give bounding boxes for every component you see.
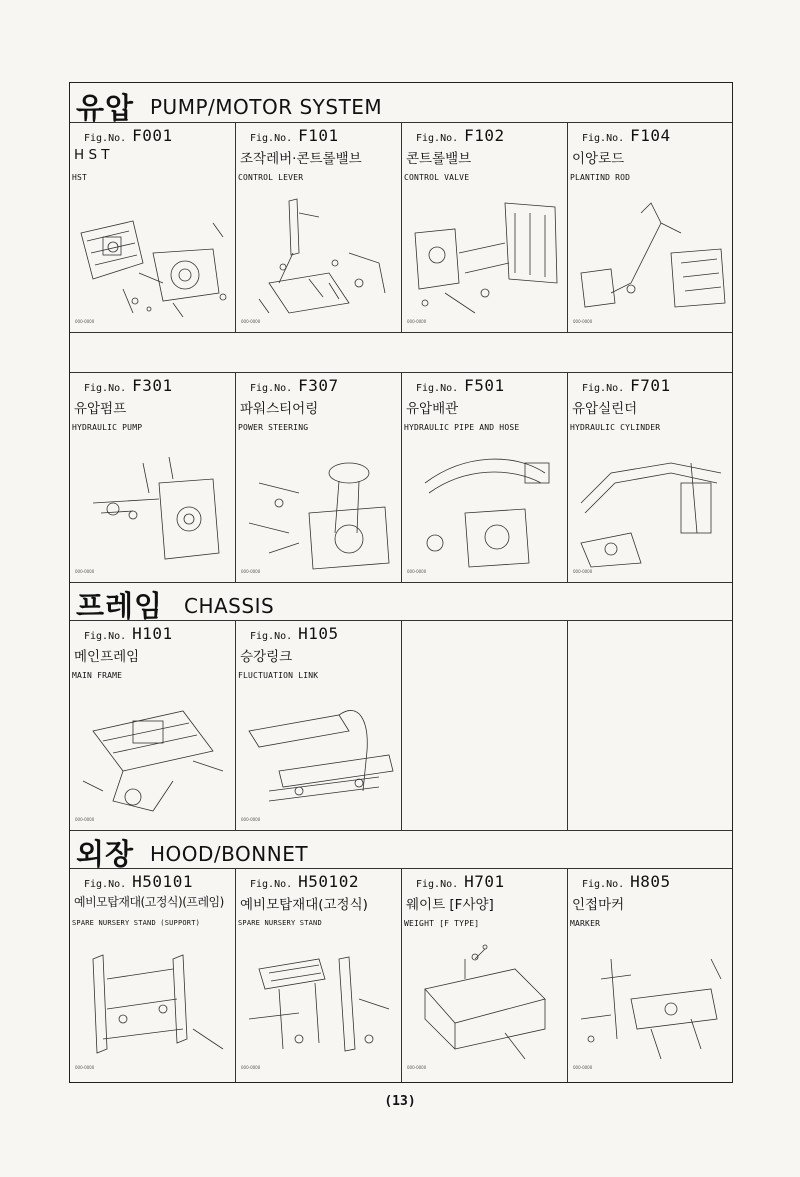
svg-text:000-0000: 000-0000: [75, 1065, 95, 1070]
figure-number: Fig.No. F301: [84, 376, 173, 395]
exploded-diagram-thumbnail[interactable]: [571, 939, 729, 1073]
svg-text:000-0000: 000-0000: [241, 817, 261, 822]
figure-cell-h701[interactable]: [402, 869, 568, 1082]
figure-name-english: HYDRAULIC PIPE AND HOSE: [404, 423, 520, 432]
figure-name-korean: 인접마커: [572, 897, 625, 913]
figure-cell-f001[interactable]: [70, 123, 236, 332]
exploded-diagram-thumbnail[interactable]: [73, 691, 231, 825]
figure-name-english: HYDRAULIC PUMP: [72, 423, 143, 432]
svg-text:000-0000: 000-0000: [75, 817, 95, 822]
figure-cell-h50101[interactable]: [70, 869, 236, 1082]
figure-name-korean: 파워스티어링: [240, 401, 319, 417]
figure-row: [70, 123, 732, 333]
blank-row: [70, 333, 732, 373]
svg-text:000-0000: 000-0000: [241, 319, 261, 324]
figure-name-english: FLUCTUATION LINK: [238, 671, 319, 680]
figure-name-korean: 예비모탑재대(고정식)(프레임): [74, 895, 224, 909]
svg-text:000-0000: 000-0000: [573, 1065, 593, 1070]
svg-text:000-0000: 000-0000: [407, 569, 427, 574]
figure-name-korean: 예비모탑재대(고정식): [240, 897, 368, 913]
figure-number: Fig.No. H101: [84, 624, 173, 643]
figure-name-korean: 콘트롤밸브: [406, 151, 472, 167]
figure-cell-f307[interactable]: [236, 373, 402, 582]
figure-cell-f102[interactable]: [402, 123, 568, 332]
figure-row: [70, 621, 732, 831]
exploded-diagram-thumbnail[interactable]: [571, 193, 729, 327]
figure-number: Fig.No. H805: [582, 872, 671, 891]
section-title-english: HOOD/BONNET: [150, 842, 309, 866]
figure-number: Fig.No. H50101: [84, 872, 193, 891]
figure-cell-h105[interactable]: [236, 621, 402, 830]
exploded-diagram-thumbnail[interactable]: [73, 443, 231, 577]
figure-name-english: CONTROL LEVER: [238, 173, 304, 182]
svg-text:000-0000: 000-0000: [241, 569, 261, 574]
section-header-chassis: [70, 583, 732, 621]
exploded-diagram-thumbnail[interactable]: [239, 939, 397, 1073]
exploded-diagram-thumbnail[interactable]: [571, 443, 729, 577]
svg-text:000-0000: 000-0000: [407, 319, 427, 324]
section-title-english: PUMP/MOTOR SYSTEM: [150, 95, 383, 119]
exploded-diagram-thumbnail[interactable]: [239, 193, 397, 327]
figure-cell-empty: [402, 621, 568, 830]
figure-row: [70, 869, 732, 1082]
figure-name-english: HST: [72, 173, 88, 182]
section-title-korean: 유압: [76, 91, 135, 125]
section-title-korean: 프레임: [76, 589, 164, 623]
svg-text:000-0000: 000-0000: [241, 1065, 261, 1070]
exploded-diagram-thumbnail[interactable]: [239, 443, 397, 577]
figure-name-korean: 조작레버·콘트롤밸브: [240, 151, 362, 167]
figure-name-english: MAIN FRAME: [72, 671, 123, 680]
exploded-diagram-thumbnail[interactable]: [73, 939, 231, 1073]
figure-name-korean: 승강링크: [240, 649, 293, 665]
figure-cell-h805[interactable]: [568, 869, 734, 1082]
figure-name-english: SPARE NURSERY STAND (SUPPORT): [72, 919, 201, 927]
figure-number: Fig.No. F104: [582, 126, 671, 145]
figure-name-english: POWER STEERING: [238, 423, 309, 432]
figure-number: Fig.No. F102: [416, 126, 505, 145]
figure-name-korean: 유압펌프: [74, 401, 127, 417]
figure-row: [70, 373, 732, 583]
figure-name-korean: 유압실린더: [572, 401, 638, 417]
figure-number: Fig.No. F307: [250, 376, 339, 395]
figure-name-english: SPARE NURSERY STAND: [238, 919, 322, 927]
figure-number: Fig.No. H50102: [250, 872, 359, 891]
figure-name-korean: 메인프레임: [74, 649, 140, 665]
figure-cell-f101[interactable]: [236, 123, 402, 332]
figure-name-korean: 이앙로드: [572, 151, 625, 167]
exploded-diagram-thumbnail[interactable]: [73, 193, 231, 327]
svg-text:000-0000: 000-0000: [75, 319, 95, 324]
exploded-diagram-thumbnail[interactable]: [405, 193, 563, 327]
svg-text:000-0000: 000-0000: [407, 1065, 427, 1070]
figure-cell-h50102[interactable]: [236, 869, 402, 1082]
figure-number: Fig.No. F501: [416, 376, 505, 395]
svg-text:000-0000: 000-0000: [75, 569, 95, 574]
parts-catalog-index: [69, 82, 733, 1083]
figure-number: Fig.No. F001: [84, 126, 173, 145]
exploded-diagram-thumbnail[interactable]: [405, 443, 563, 577]
figure-cell-f104[interactable]: [568, 123, 734, 332]
section-header-hood-bonnet: [70, 831, 732, 869]
figure-name-english: WEIGHT [F TYPE]: [404, 919, 480, 928]
figure-name-english: CONTROL VALVE: [404, 173, 470, 182]
figure-cell-f501[interactable]: [402, 373, 568, 582]
figure-number: Fig.No. F101: [250, 126, 339, 145]
figure-number: Fig.No. H105: [250, 624, 339, 643]
figure-name-korean: 웨이트 [F사양]: [406, 897, 494, 913]
svg-text:000-0000: 000-0000: [573, 569, 593, 574]
page-number: (13): [384, 1094, 416, 1109]
figure-cell-empty: [568, 621, 734, 830]
section-title-korean: 외장: [76, 837, 135, 871]
figure-number: Fig.No. H701: [416, 872, 505, 891]
exploded-diagram-thumbnail[interactable]: [405, 939, 563, 1073]
figure-cell-f301[interactable]: [70, 373, 236, 582]
svg-text:000-0000: 000-0000: [573, 319, 593, 324]
figure-cell-f701[interactable]: [568, 373, 734, 582]
figure-name-korean: H S T: [74, 147, 110, 163]
exploded-diagram-thumbnail[interactable]: [239, 691, 397, 825]
figure-name-english: MARKER: [570, 919, 601, 928]
figure-cell-h101[interactable]: [70, 621, 236, 830]
figure-name-english: PLANTIND ROD: [570, 173, 631, 182]
figure-name-english: HYDRAULIC CYLINDER: [570, 423, 661, 432]
section-header-pump-motor: [70, 83, 732, 123]
section-title-english: CHASSIS: [184, 594, 275, 618]
figure-number: Fig.No. F701: [582, 376, 671, 395]
figure-name-korean: 유압배관: [406, 401, 459, 417]
